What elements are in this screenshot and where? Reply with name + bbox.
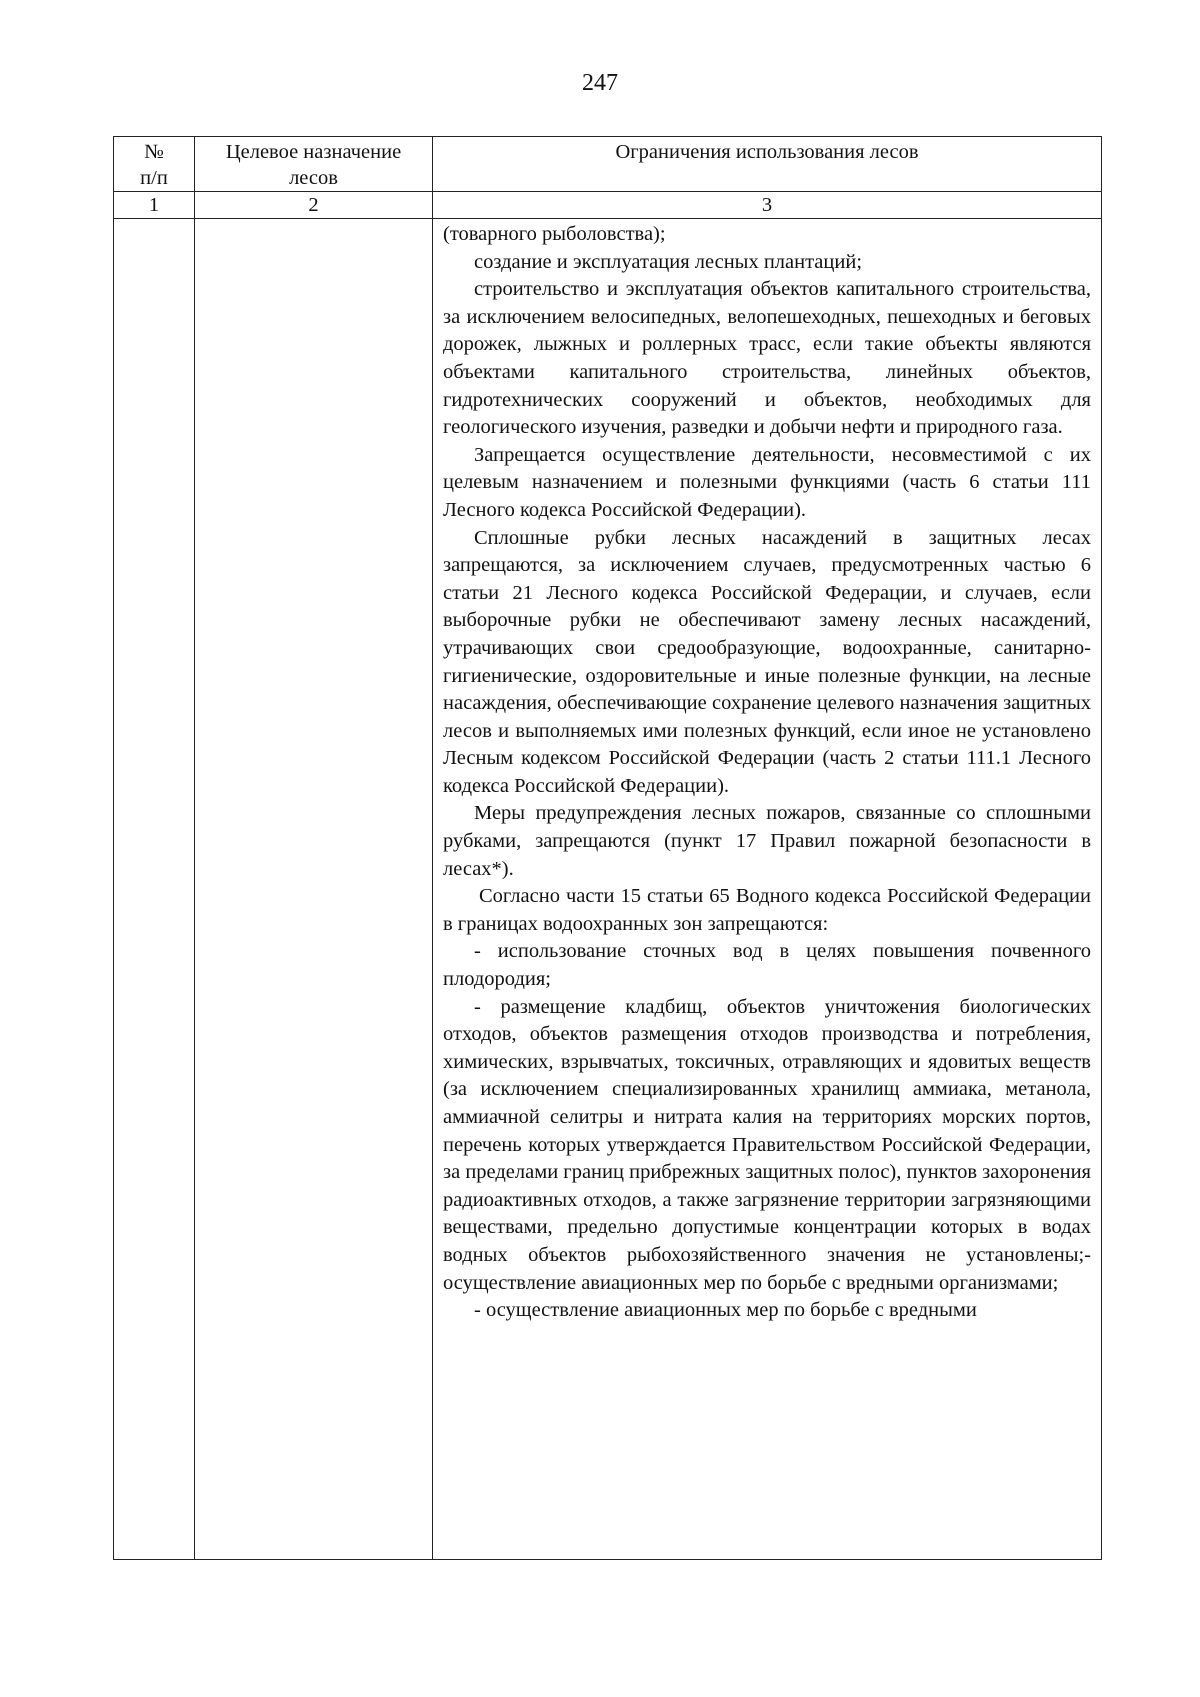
paragraph: создание и эксплуатация лесных плантаций; — [474, 250, 863, 273]
column-number-row — [114, 192, 1102, 219]
paragraph: (товарного рыболовства); — [443, 223, 666, 245]
paragraph: Меры предупреждения лесных пожаров, связанные со сплошными рубками, запрещаются (пункт 17 Правил пожарной безопасности в лесах*). — [443, 802, 1091, 880]
row-purpose-cell — [195, 219, 433, 1560]
table-header-row — [114, 137, 1102, 192]
header-number-line2: п/п — [140, 167, 168, 189]
header-number — [114, 137, 195, 192]
table-row — [114, 219, 1102, 1560]
paragraph: Сплошные рубки лесных насаждений в защитных лесах запрещаются, за исключением случаев, предусмотренных частью 6 статьи 21 Лесного кодекса Российской Федерации, и случаев, если выборочные рубки не обеспечивают замену лесных насаждений, утрачивающих свои средообразующие, водоохранные, санитарно-гигиенические, оздоровительные и иные полезные функции, на лесные насаждения, обеспечивающие сохранение целевого назначения защитных лесов и выполняемых ими полезных функций, если иное не установлено Лесным кодексом Российской Федерации (часть 2 статьи 111.1 Лесного кодекса Российской Федерации). — [443, 526, 1091, 797]
row-restrictions-cell — [433, 219, 1102, 1560]
paragraph: - размещение кладбищ, объектов уничтожения биологических отходов, объектов размещения отходов производства и потребления, химических, взрывчатых, токсичных, отравляющих и ядовитых веществ (за исключением специализированных хранилищ аммиака, метанола, аммиачной селитры и нитрата калия на территориях морских портов, перечень которых утверждается Правительством Российской Федерации, за пределами границ прибрежных защитных полос), пунктов захоронения радиоактивных отходов, а также загрязнение территории загрязняющими веществами, предельно допустимые концентрации которых в водах водных объектов рыбохозяйственного значения не установлены;- осуществление авиационных мер по борьбе с вредными организмами; — [443, 995, 1091, 1294]
header-restrictions — [433, 137, 1102, 192]
page-number: 247 — [582, 70, 618, 96]
paragraph: строительство и эксплуатация объектов капитального строительства, за исключением велосипедных, велопешеходных, пешеходных и беговых дорожек, лыжных и роллерных трасс, если такие объекты являются объектами капитального строительства, линейных объектов, гидротехнических сооружений и объектов, необходимых для геологического изучения, разведки и добычи нефти и природного газа. — [443, 278, 1091, 439]
column-number-1: 1 — [114, 192, 195, 219]
header-number-line1: № — [144, 141, 164, 163]
column-number-2: 2 — [195, 192, 433, 219]
paragraph: - использование сточных вод в целях повышения почвенного плодородия; — [443, 940, 1091, 991]
forest-restrictions-table — [113, 136, 1102, 1560]
paragraph: Запрещается осуществление деятельности, несовместимой с их целевым назначением и полезными функциями (часть 6 статьи 111 Лесного кодекса Российской Федерации). — [443, 443, 1091, 521]
row-number-cell — [114, 219, 195, 1560]
header-forest-purpose-line2: лесов — [289, 167, 338, 189]
column-number-3: 3 — [433, 192, 1102, 219]
header-restrictions-line1: Ограничения использования лесов — [615, 141, 919, 163]
header-forest-purpose — [195, 137, 433, 192]
paragraph: Согласно части 15 статьи 65 Водного кодекса Российской Федерации в границах водоохранных зон запрещаются: — [443, 885, 1091, 935]
restrictions-text — [433, 219, 1101, 1325]
header-forest-purpose-line1: Целевое назначение — [225, 141, 402, 163]
paragraph: - осуществление авиационных мер по борьбе с вредными — [474, 1299, 977, 1322]
